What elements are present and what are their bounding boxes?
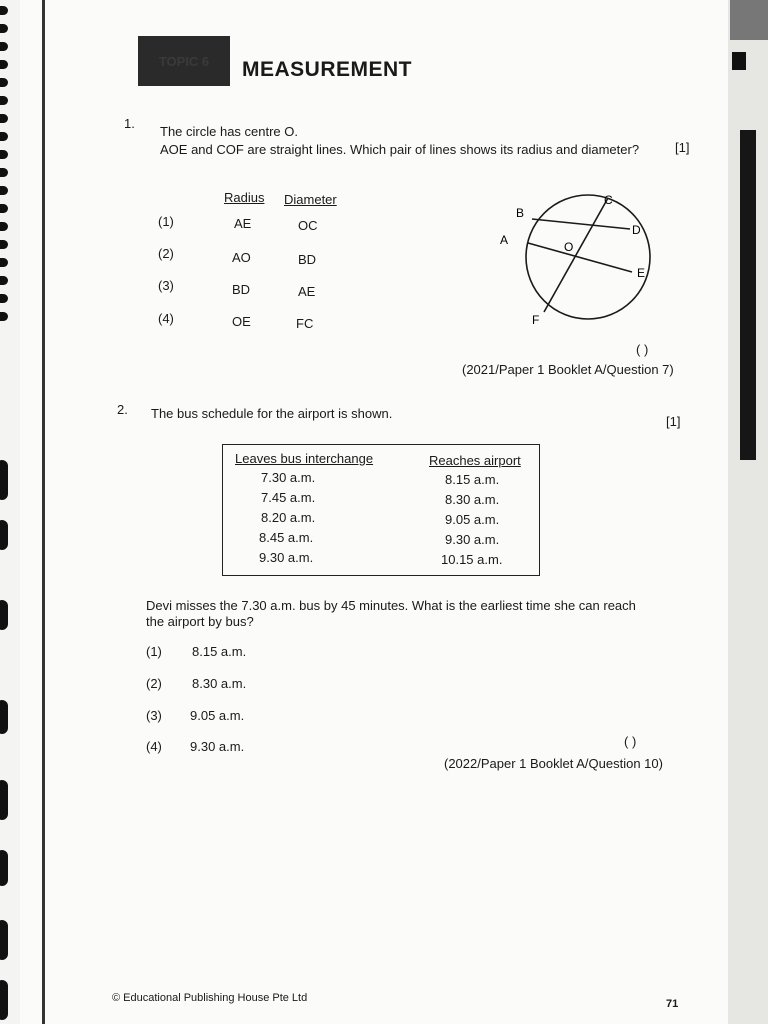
binding-mark bbox=[0, 850, 8, 886]
q1-option-num: (4) bbox=[158, 311, 174, 326]
bus-schedule-table bbox=[222, 444, 540, 576]
q1-option-radius: BD bbox=[232, 282, 251, 297]
table-cell-reaches: 9.30 a.m. bbox=[445, 532, 500, 547]
q2-option-text: 8.30 a.m. bbox=[192, 676, 247, 691]
table-cell-leaves: 8.45 a.m. bbox=[259, 530, 314, 545]
table-cell-leaves: 8.20 a.m. bbox=[261, 510, 316, 525]
binding-hole bbox=[0, 24, 8, 33]
circle-outline bbox=[526, 195, 650, 319]
page-edge-corner bbox=[730, 0, 768, 40]
binding-hole bbox=[0, 42, 8, 51]
q2-question-line1: Devi misses the 7.30 a.m. bus by 45 minutes. What is the earliest time she can reach bbox=[146, 598, 636, 613]
q2-source: (2022/Paper 1 Booklet A/Question 10) bbox=[444, 756, 663, 771]
q1-col-diameter: Diameter bbox=[284, 192, 337, 207]
table-cell-reaches: 10.15 a.m. bbox=[441, 552, 503, 567]
binding-mark bbox=[0, 600, 8, 630]
binding-hole bbox=[0, 150, 8, 159]
table-cell-reaches: 8.30 a.m. bbox=[445, 492, 500, 507]
q2-answer-bracket[interactable]: ( ) bbox=[624, 734, 637, 749]
binding-holes bbox=[0, 0, 14, 1024]
binding-hole bbox=[0, 294, 8, 303]
q1-option-diameter: OC bbox=[298, 218, 318, 233]
binding-mark bbox=[0, 780, 8, 820]
q2-intro: The bus schedule for the airport is shown. bbox=[151, 406, 393, 421]
binding-hole bbox=[0, 186, 8, 195]
binding-mark bbox=[0, 920, 8, 960]
q1-source: (2021/Paper 1 Booklet A/Question 7) bbox=[462, 362, 674, 377]
table-cell-leaves: 9.30 a.m. bbox=[259, 550, 314, 565]
q2-option-num: (4) bbox=[146, 739, 162, 754]
binding-hole bbox=[0, 258, 8, 267]
topic-badge: TOPIC 6 bbox=[138, 36, 230, 86]
table-cell-reaches: 8.15 a.m. bbox=[445, 472, 500, 487]
binding-mark bbox=[0, 980, 8, 1020]
binding-hole bbox=[0, 168, 8, 177]
binding-hole bbox=[0, 114, 8, 123]
binding-hole bbox=[0, 204, 8, 213]
label-o: O bbox=[564, 240, 574, 254]
q1-option-num: (2) bbox=[158, 246, 174, 261]
q2-option-text: 9.30 a.m. bbox=[190, 739, 245, 754]
line-bd bbox=[532, 219, 630, 229]
q1-option-diameter: FC bbox=[296, 316, 314, 331]
page-number: 71 bbox=[666, 998, 679, 1010]
q1-option-radius: AO bbox=[232, 250, 251, 265]
table-cell-reaches: 9.05 a.m. bbox=[445, 512, 500, 527]
binding-hole bbox=[0, 78, 8, 87]
q2-question-line2: the airport by bus? bbox=[146, 614, 254, 629]
q1-option-radius: AE bbox=[234, 216, 252, 231]
q2-option-text: 9.05 a.m. bbox=[190, 708, 245, 723]
line-cof bbox=[544, 198, 608, 312]
binding-hole bbox=[0, 222, 8, 231]
q2-option-text: 8.15 a.m. bbox=[192, 644, 247, 659]
q1-option-num: (1) bbox=[158, 214, 174, 229]
q2-option-num: (1) bbox=[146, 644, 162, 659]
q2-number: 2. bbox=[117, 402, 128, 417]
label-b: B bbox=[516, 206, 525, 220]
q1-option-diameter: AE bbox=[298, 284, 316, 299]
q1-line1: The circle has centre O. bbox=[160, 124, 298, 139]
q1-line2: AOE and COF are straight lines. Which pair of lines shows its radius and diameter? bbox=[160, 142, 640, 157]
label-e: E bbox=[637, 266, 646, 280]
table-header-reaches: Reaches airport bbox=[429, 453, 521, 468]
binding-hole bbox=[0, 276, 8, 285]
binding-hole bbox=[0, 240, 8, 249]
copyright-notice: © Educational Publishing House Pte Ltd bbox=[112, 992, 308, 1004]
q1-col-radius: Radius bbox=[224, 190, 265, 205]
binding-mark bbox=[0, 700, 8, 734]
q2-marks: [1] bbox=[666, 414, 681, 429]
table-header-leaves: Leaves bus interchange bbox=[235, 451, 374, 466]
binding-hole bbox=[0, 60, 8, 69]
table-cell-leaves: 7.30 a.m. bbox=[261, 470, 316, 485]
page-edge-tab bbox=[740, 130, 756, 460]
circle-diagram bbox=[470, 186, 660, 336]
q1-option-num: (3) bbox=[158, 278, 174, 293]
label-d: D bbox=[632, 223, 641, 237]
table-cell-leaves: 7.45 a.m. bbox=[261, 490, 316, 505]
binding-line bbox=[42, 0, 45, 1024]
binding-hole bbox=[0, 312, 8, 321]
binding-hole bbox=[0, 132, 8, 141]
binding-hole bbox=[0, 6, 8, 15]
label-f: F bbox=[532, 313, 540, 327]
q1-option-diameter: BD bbox=[298, 252, 317, 267]
worksheet-page bbox=[20, 0, 728, 1024]
binding-mark bbox=[0, 520, 8, 550]
q1-answer-bracket[interactable]: ( ) bbox=[636, 342, 649, 357]
label-c: C bbox=[604, 193, 613, 207]
q1-number: 1. bbox=[124, 116, 135, 131]
q1-option-radius: OE bbox=[232, 314, 251, 329]
label-a: A bbox=[500, 233, 509, 247]
page-edge-mark bbox=[732, 52, 746, 70]
q2-option-num: (3) bbox=[146, 708, 162, 723]
q1-marks: [1] bbox=[675, 140, 690, 155]
q2-option-num: (2) bbox=[146, 676, 162, 691]
binding-mark bbox=[0, 460, 8, 500]
page-title: MEASUREMENT bbox=[242, 58, 413, 81]
binding-hole bbox=[0, 96, 8, 105]
